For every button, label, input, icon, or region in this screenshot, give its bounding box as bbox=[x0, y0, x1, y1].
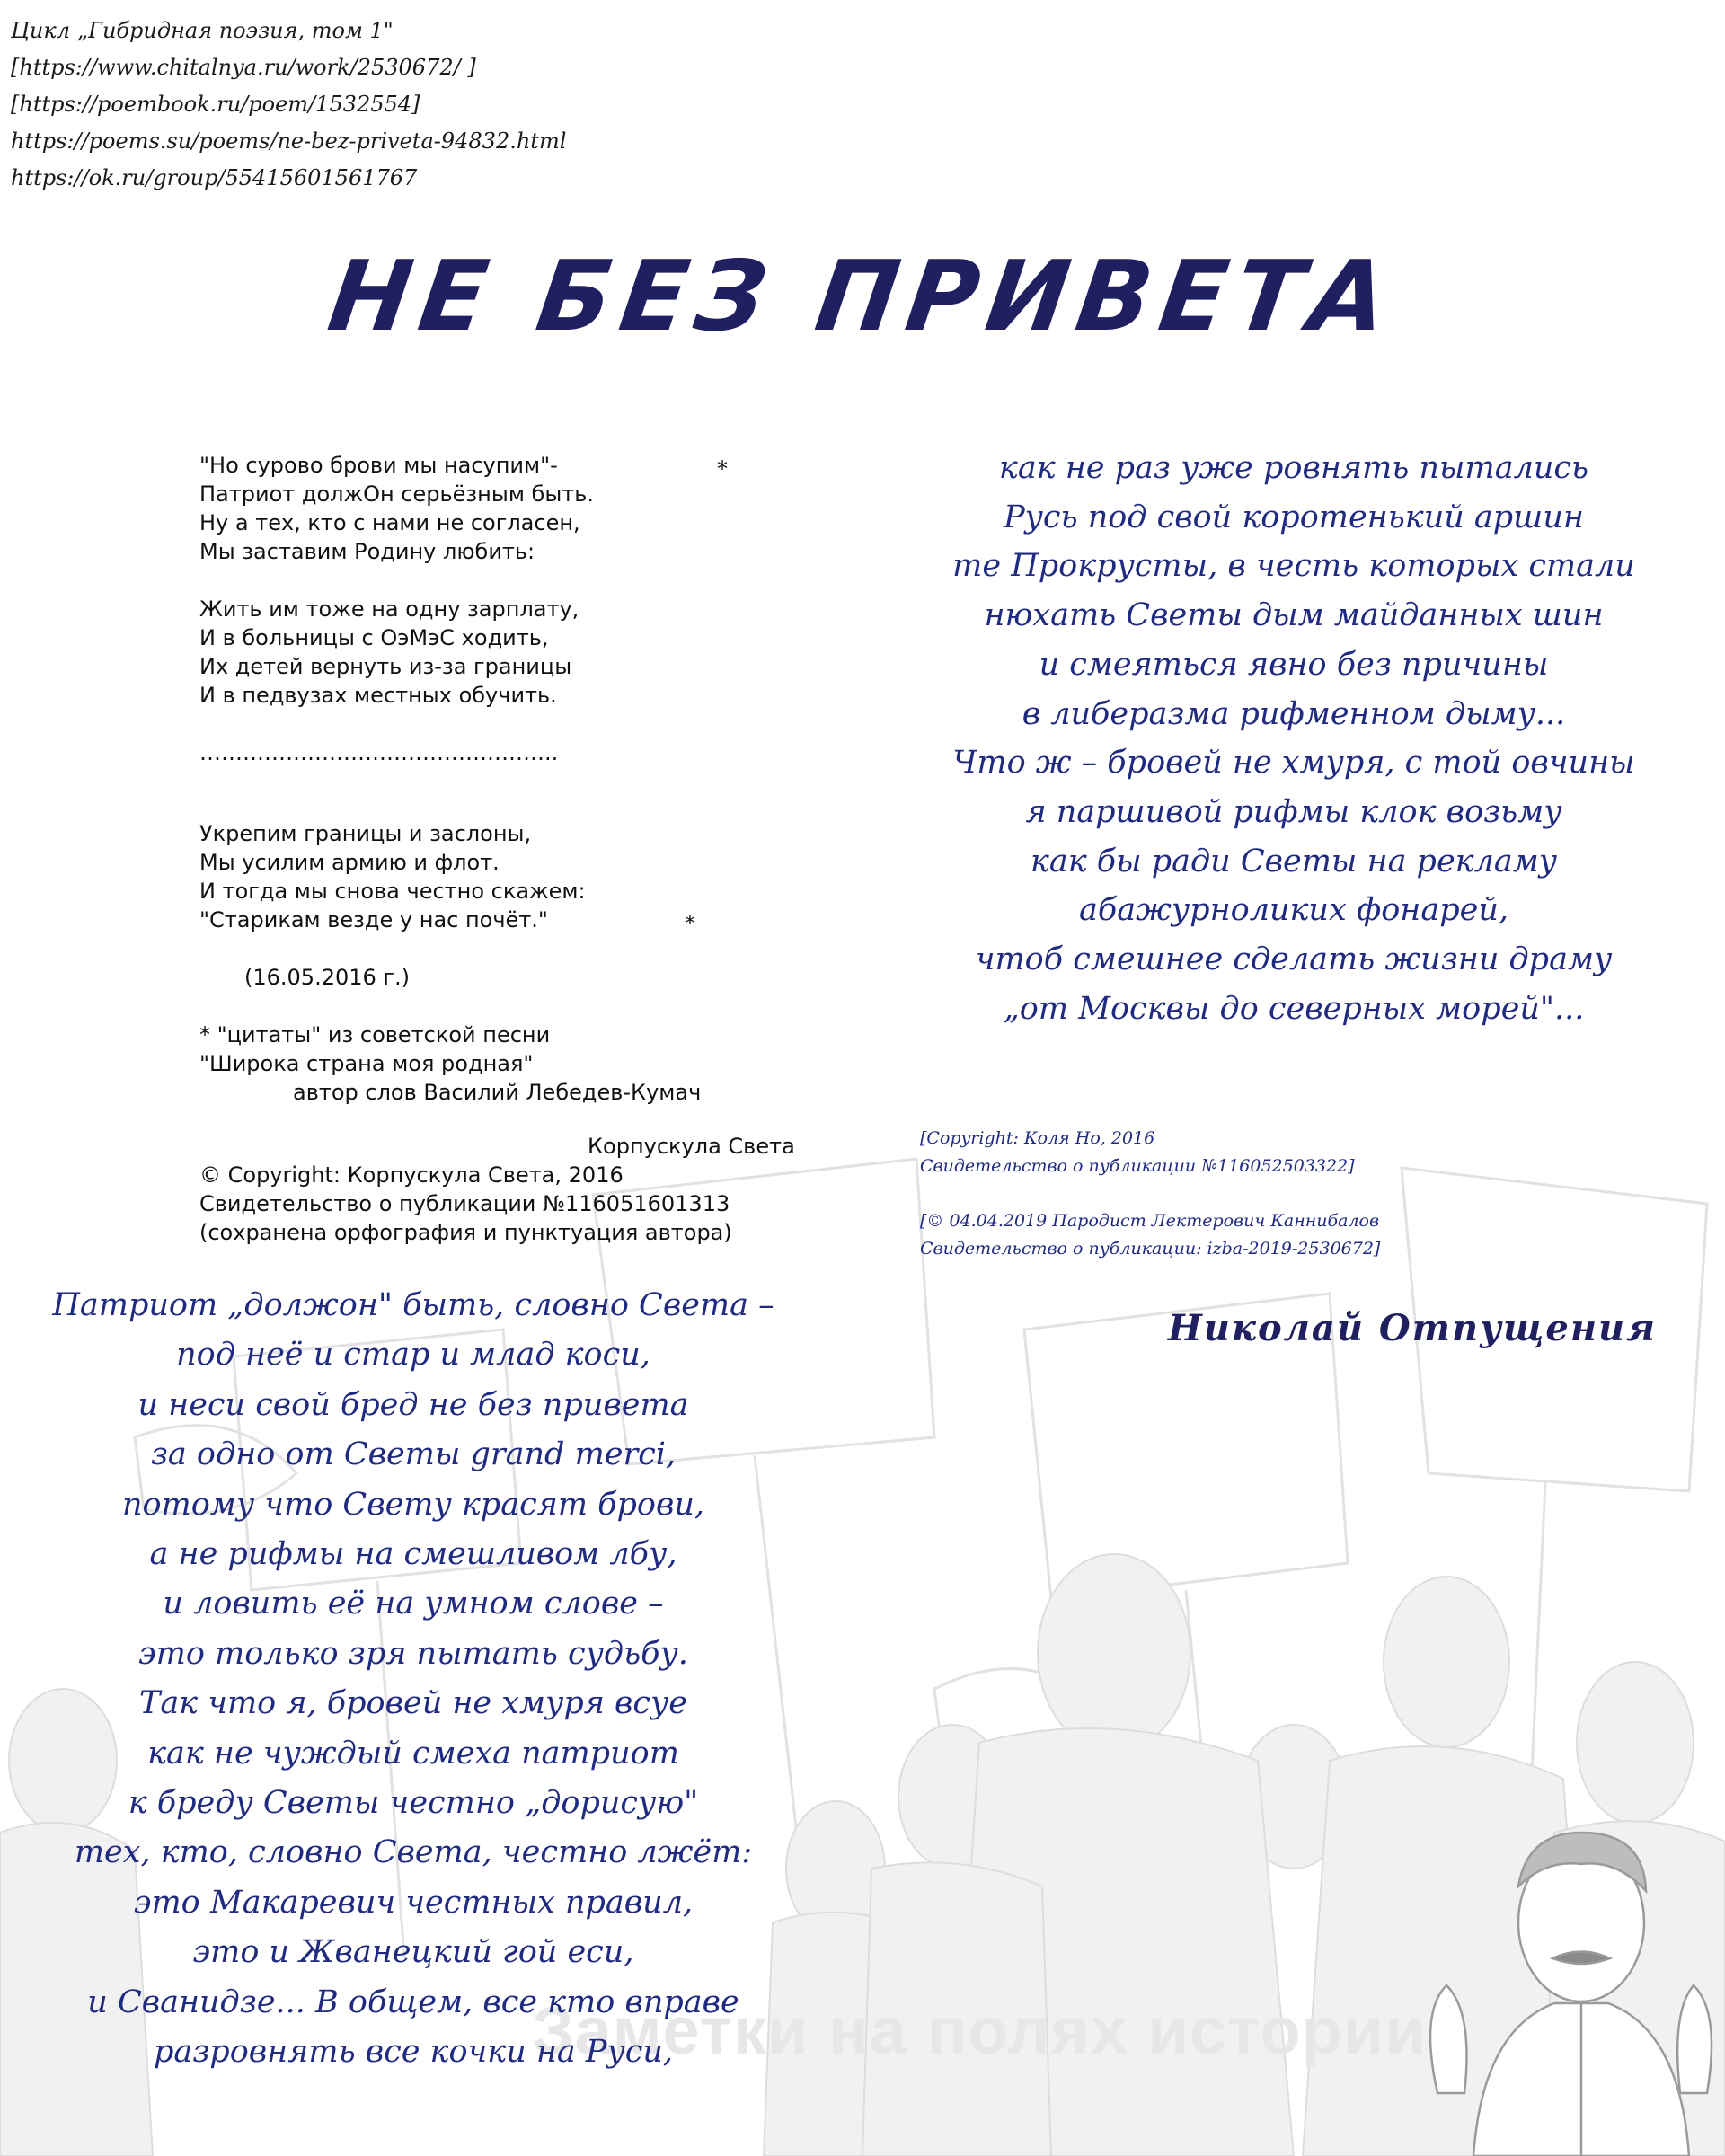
parody-line: за одно от Светы grand merci, bbox=[150, 1436, 677, 1473]
parody-line: это Макаревич честных правил, bbox=[133, 1884, 694, 1921]
parody-line: как бы ради Светы на рекламу bbox=[1030, 843, 1558, 879]
parody-right-column bbox=[889, 444, 1698, 1033]
link-poems-su[interactable]: https://poems.su/poems/ne-bez-priveta-94832.html bbox=[11, 128, 567, 154]
original-remark: (сохранена орфография и пунктуация автора) bbox=[199, 1220, 732, 1245]
parody-copyright bbox=[920, 1125, 1380, 1263]
original-signature bbox=[199, 1132, 795, 1247]
parody-line: и ловить её на умном слове – bbox=[163, 1586, 664, 1622]
poem-line: "Старикам везде у нас почёт." bbox=[199, 907, 548, 932]
parody-line: к бреду Светы честно „дорисую" bbox=[128, 1785, 699, 1822]
link-chitalnya[interactable]: [https://www.chitalnya.ru/work/2530672/ ] bbox=[11, 55, 476, 80]
poem-line: Ну а тех, кто с нами не согласен, bbox=[199, 510, 580, 535]
cycle-title: Цикл „Гибридная поэзия, том 1" bbox=[11, 18, 394, 43]
poem-line: И тогда мы снова честно скажем: bbox=[199, 879, 586, 904]
copyright-line: Свидетельство о публикации: izba-2019-2530672] bbox=[920, 1239, 1381, 1259]
parody-line: и Сванидзе... В общем, все кто вправе bbox=[87, 1984, 739, 2020]
header-links bbox=[11, 13, 566, 197]
asterisk-marker: * bbox=[685, 911, 695, 936]
copyright-line: Свидетельство о публикации №116052503322] bbox=[920, 1156, 1355, 1176]
link-ok-group[interactable]: https://ok.ru/group/55415601561767 bbox=[11, 165, 418, 190]
poem-line: Их детей вернуть из-за границы bbox=[199, 654, 572, 679]
parody-line: те Прокрусты, в честь которых стали bbox=[952, 548, 1635, 585]
parody-line: Патриот „должон" быть, словно Света – bbox=[52, 1287, 774, 1323]
parody-line: а не рифмы на смешливом лбу, bbox=[149, 1536, 677, 1573]
poem-line: И в педвузах местных обучить. bbox=[199, 683, 557, 708]
poem-line: "Но сурово брови мы насупим"- bbox=[199, 453, 558, 478]
poem-line: Патриот должОн серьёзным быть. bbox=[199, 482, 595, 507]
page-title: НЕ БЕЗ ПРИВЕТА bbox=[322, 241, 1403, 353]
parody-line: как не чуждый смеха патриот bbox=[147, 1735, 679, 1772]
parody-line: потому что Свету красят брови, bbox=[121, 1486, 705, 1523]
parody-line: это только зря пытать судьбу. bbox=[138, 1635, 688, 1672]
link-poembook[interactable]: [https://poembook.ru/poem/1532554] bbox=[11, 92, 420, 117]
original-stanza bbox=[199, 819, 795, 934]
copyright-line: [Copyright: Коля Но, 2016 bbox=[920, 1128, 1155, 1148]
parody-line: „от Москвы до северных морей"... bbox=[1003, 990, 1585, 1027]
parody-line: я паршивой рифмы клок возьму bbox=[1025, 793, 1562, 830]
parody-line: Так что я, бровей не хмуря всуе bbox=[138, 1685, 688, 1722]
poem-line: Мы заставим Родину любить: bbox=[199, 539, 535, 564]
parody-line: тех, кто, словно Света, честно лжёт: bbox=[74, 1834, 753, 1871]
copyright-gap bbox=[920, 1180, 1380, 1207]
original-poem bbox=[199, 451, 795, 1247]
original-stanza bbox=[199, 595, 795, 710]
parody-line: Что ж – бровей не хмуря, с той овчины bbox=[952, 745, 1635, 782]
poem-date: (16.05.2016 г.) bbox=[244, 965, 411, 990]
original-stanza bbox=[199, 451, 795, 566]
quote-note bbox=[199, 1021, 795, 1107]
parody-line: разровнять все кочки на Руси, bbox=[153, 2034, 674, 2071]
parody-line: и неси свой бред не без привета bbox=[137, 1386, 689, 1423]
poem-line: Мы усилим армию и флот. bbox=[199, 850, 500, 875]
original-author: Корпускула Света bbox=[588, 1134, 795, 1159]
original-certificate: Свидетельство о публикации №116051601313 bbox=[199, 1191, 730, 1216]
note-line: автор слов Василий Лебедев-Кумач bbox=[293, 1080, 702, 1105]
parody-line: как не раз уже ровнять пытались bbox=[998, 450, 1589, 486]
parody-line: чтоб смешнее сделать жизни драму bbox=[975, 941, 1613, 978]
watermark-text: Заметки на полях истории bbox=[532, 1993, 1427, 2068]
copyright-line: [© 04.04.2019 Пародист Лектерович Каннибалов bbox=[920, 1211, 1380, 1231]
original-copyright: © Copyright: Корпускула Света, 2016 bbox=[199, 1162, 624, 1188]
ellipsis-divider: ………………………………………….. bbox=[199, 740, 559, 765]
poem-line: И в больницы с ОэМэС ходить, bbox=[199, 625, 549, 650]
parody-line: нюхать Светы дым майданных шин bbox=[984, 597, 1604, 634]
parody-line: абажурноликих фонарей, bbox=[1078, 892, 1509, 929]
parody-line: Русь под свой коротенький аршин bbox=[1004, 499, 1584, 535]
parody-line: в либеразма рифменном дыму... bbox=[1022, 695, 1566, 732]
parody-line: под неё и стар и млад коси, bbox=[176, 1337, 650, 1374]
author-signature: Николай Отпущения bbox=[1168, 1307, 1657, 1349]
parody-line: и смеяться явно без причины bbox=[1039, 646, 1549, 683]
note-line: "Широка страна моя родная" bbox=[199, 1051, 534, 1076]
asterisk-marker: * bbox=[717, 456, 728, 482]
parody-left-column bbox=[18, 1281, 809, 2078]
parody-line: это и Жванецкий гой еси, bbox=[192, 1934, 634, 1971]
poem-line: Укрепим границы и заслоны, bbox=[199, 821, 532, 846]
poem-line: Жить им тоже на одну зарплату, bbox=[199, 596, 579, 622]
note-line: * "цитаты" из советской песни bbox=[199, 1022, 551, 1047]
